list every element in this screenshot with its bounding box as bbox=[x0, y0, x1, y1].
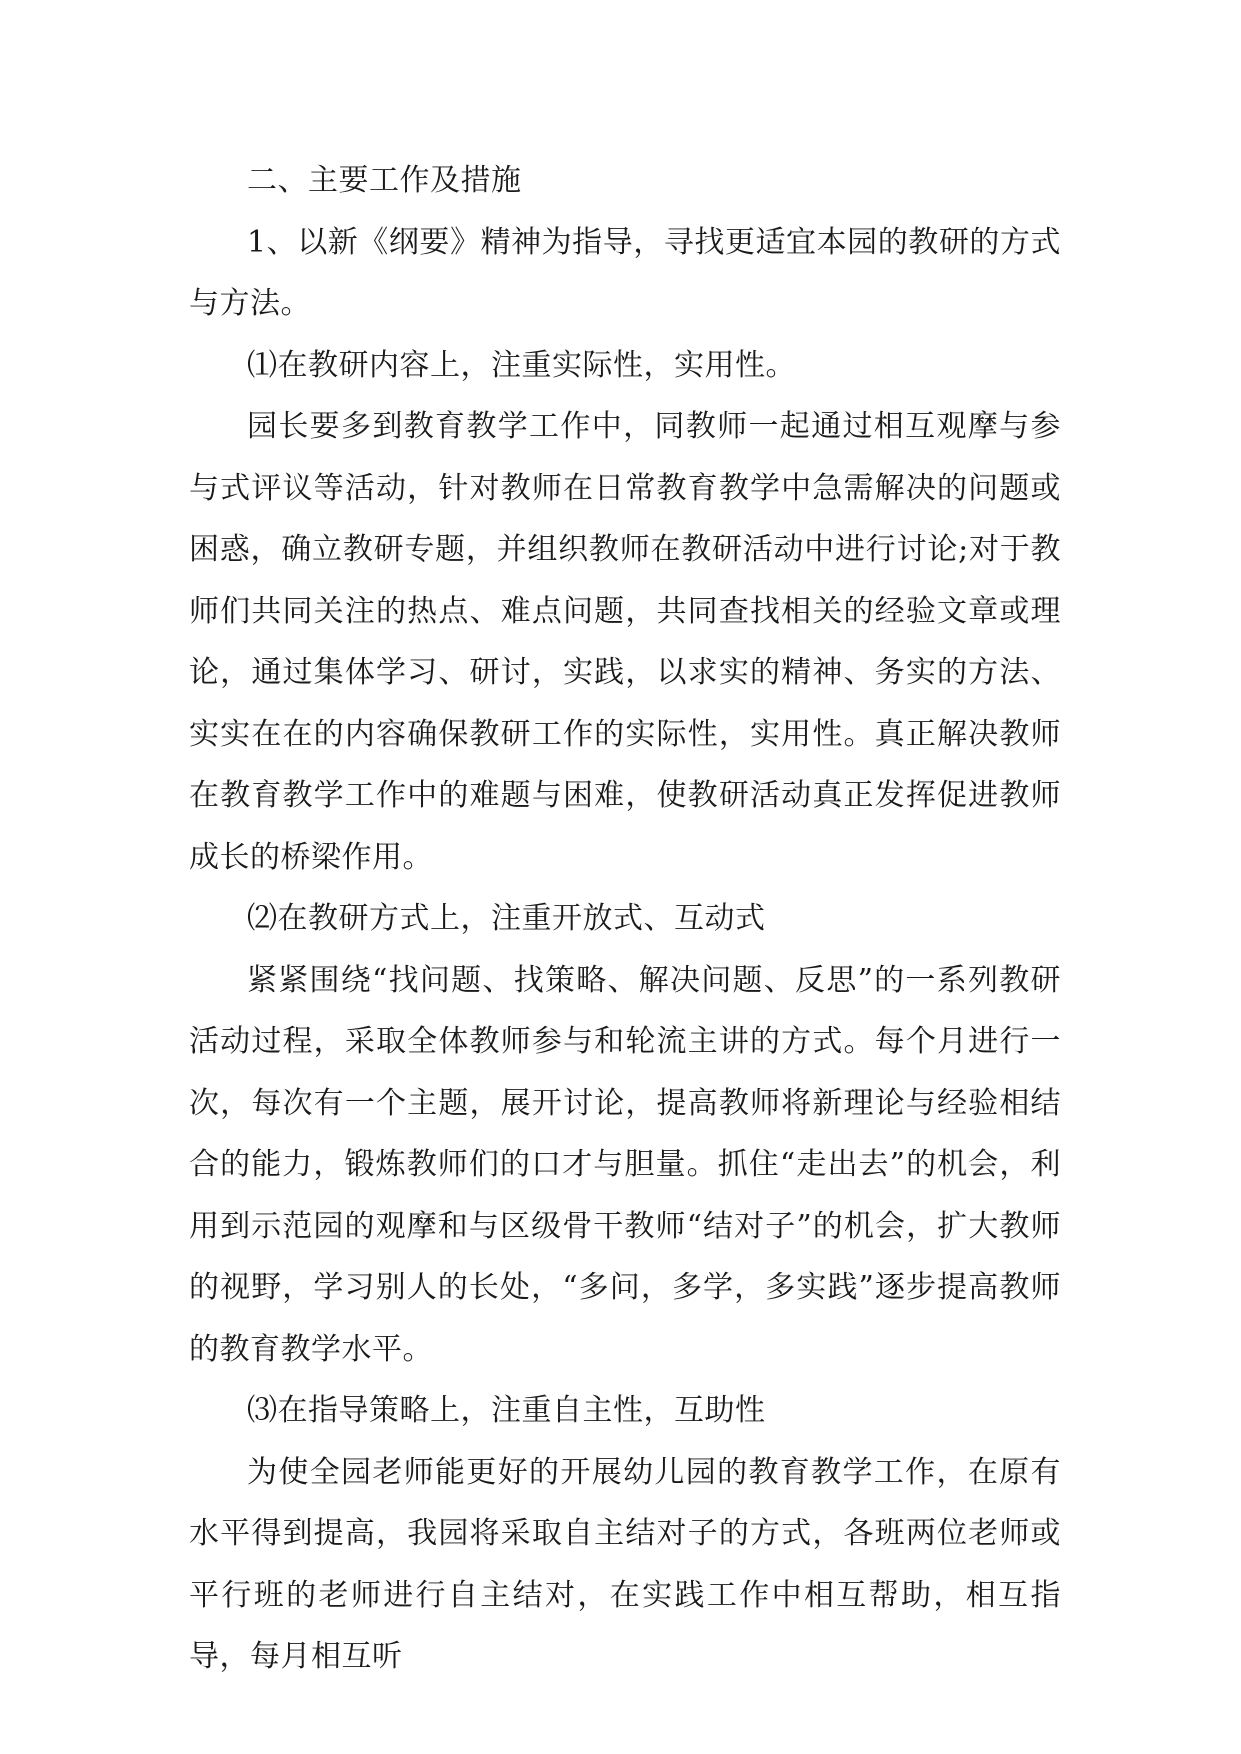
sub-item-1-body: 园长要多到教育教学工作中，同教师一起通过相互观摩与参与式评议等活动，针对教师在日常教育教学中急需解决的问题或困惑，确立教研专题，并组织教师在教研活动中进行讨论;对于教师们共同关注的热点、难点问题，共同查找相关的经验文章或理论，通过集体学习、研讨，实践，以求实的精神、务实的方法、实实在在的内容确保教研工作的实际性，实用性。真正解决教师在教育教学工作中的难题与困难，使教研活动真正发挥促进教师成长的桥梁作用。 bbox=[189, 409, 1061, 875]
item-1-heading: 1、以新《纲要》精神为指导，寻找更适宜本园的教研的方式与方法。 bbox=[189, 224, 1061, 321]
sub-item-2-body: 紧紧围绕“找问题、找策略、解决问题、反思”的一系列教研活动过程，采取全体教师参与和轮流主讲的方式。每个月进行一次，每次有一个主题，展开讨论，提高教师将新理论与经验相结合的能力，锻炼教师们的口才与胆量。抓住“走出去”的机会，利用到示范园的观摩和与区级骨干教师“结对子”的机会，扩大教师的视野，学习别人的长处，“多问，多学，多实践”逐步提高教师的教育教学水平。 bbox=[189, 962, 1061, 1367]
document-body bbox=[189, 150, 1061, 1688]
sub-item-3-body: 为使全园老师能更好的开展幼儿园的教育教学工作，在原有水平得到提高，我园将采取自主结对子的方式，各班两位老师或平行班的老师进行自主结对，在实践工作中相互帮助，相互指导，每月相互听 bbox=[189, 1454, 1061, 1674]
section-heading: 二、主要工作及措施 bbox=[247, 163, 522, 198]
sub-item-2-heading: ⑵在教研方式上，注重开放式、互动式 bbox=[247, 901, 766, 936]
sub-item-1-heading: ⑴在教研内容上，注重实际性，实用性。 bbox=[247, 347, 796, 383]
sub-item-3-heading: ⑶在指导策略上，注重自主性，互助性 bbox=[247, 1393, 766, 1428]
